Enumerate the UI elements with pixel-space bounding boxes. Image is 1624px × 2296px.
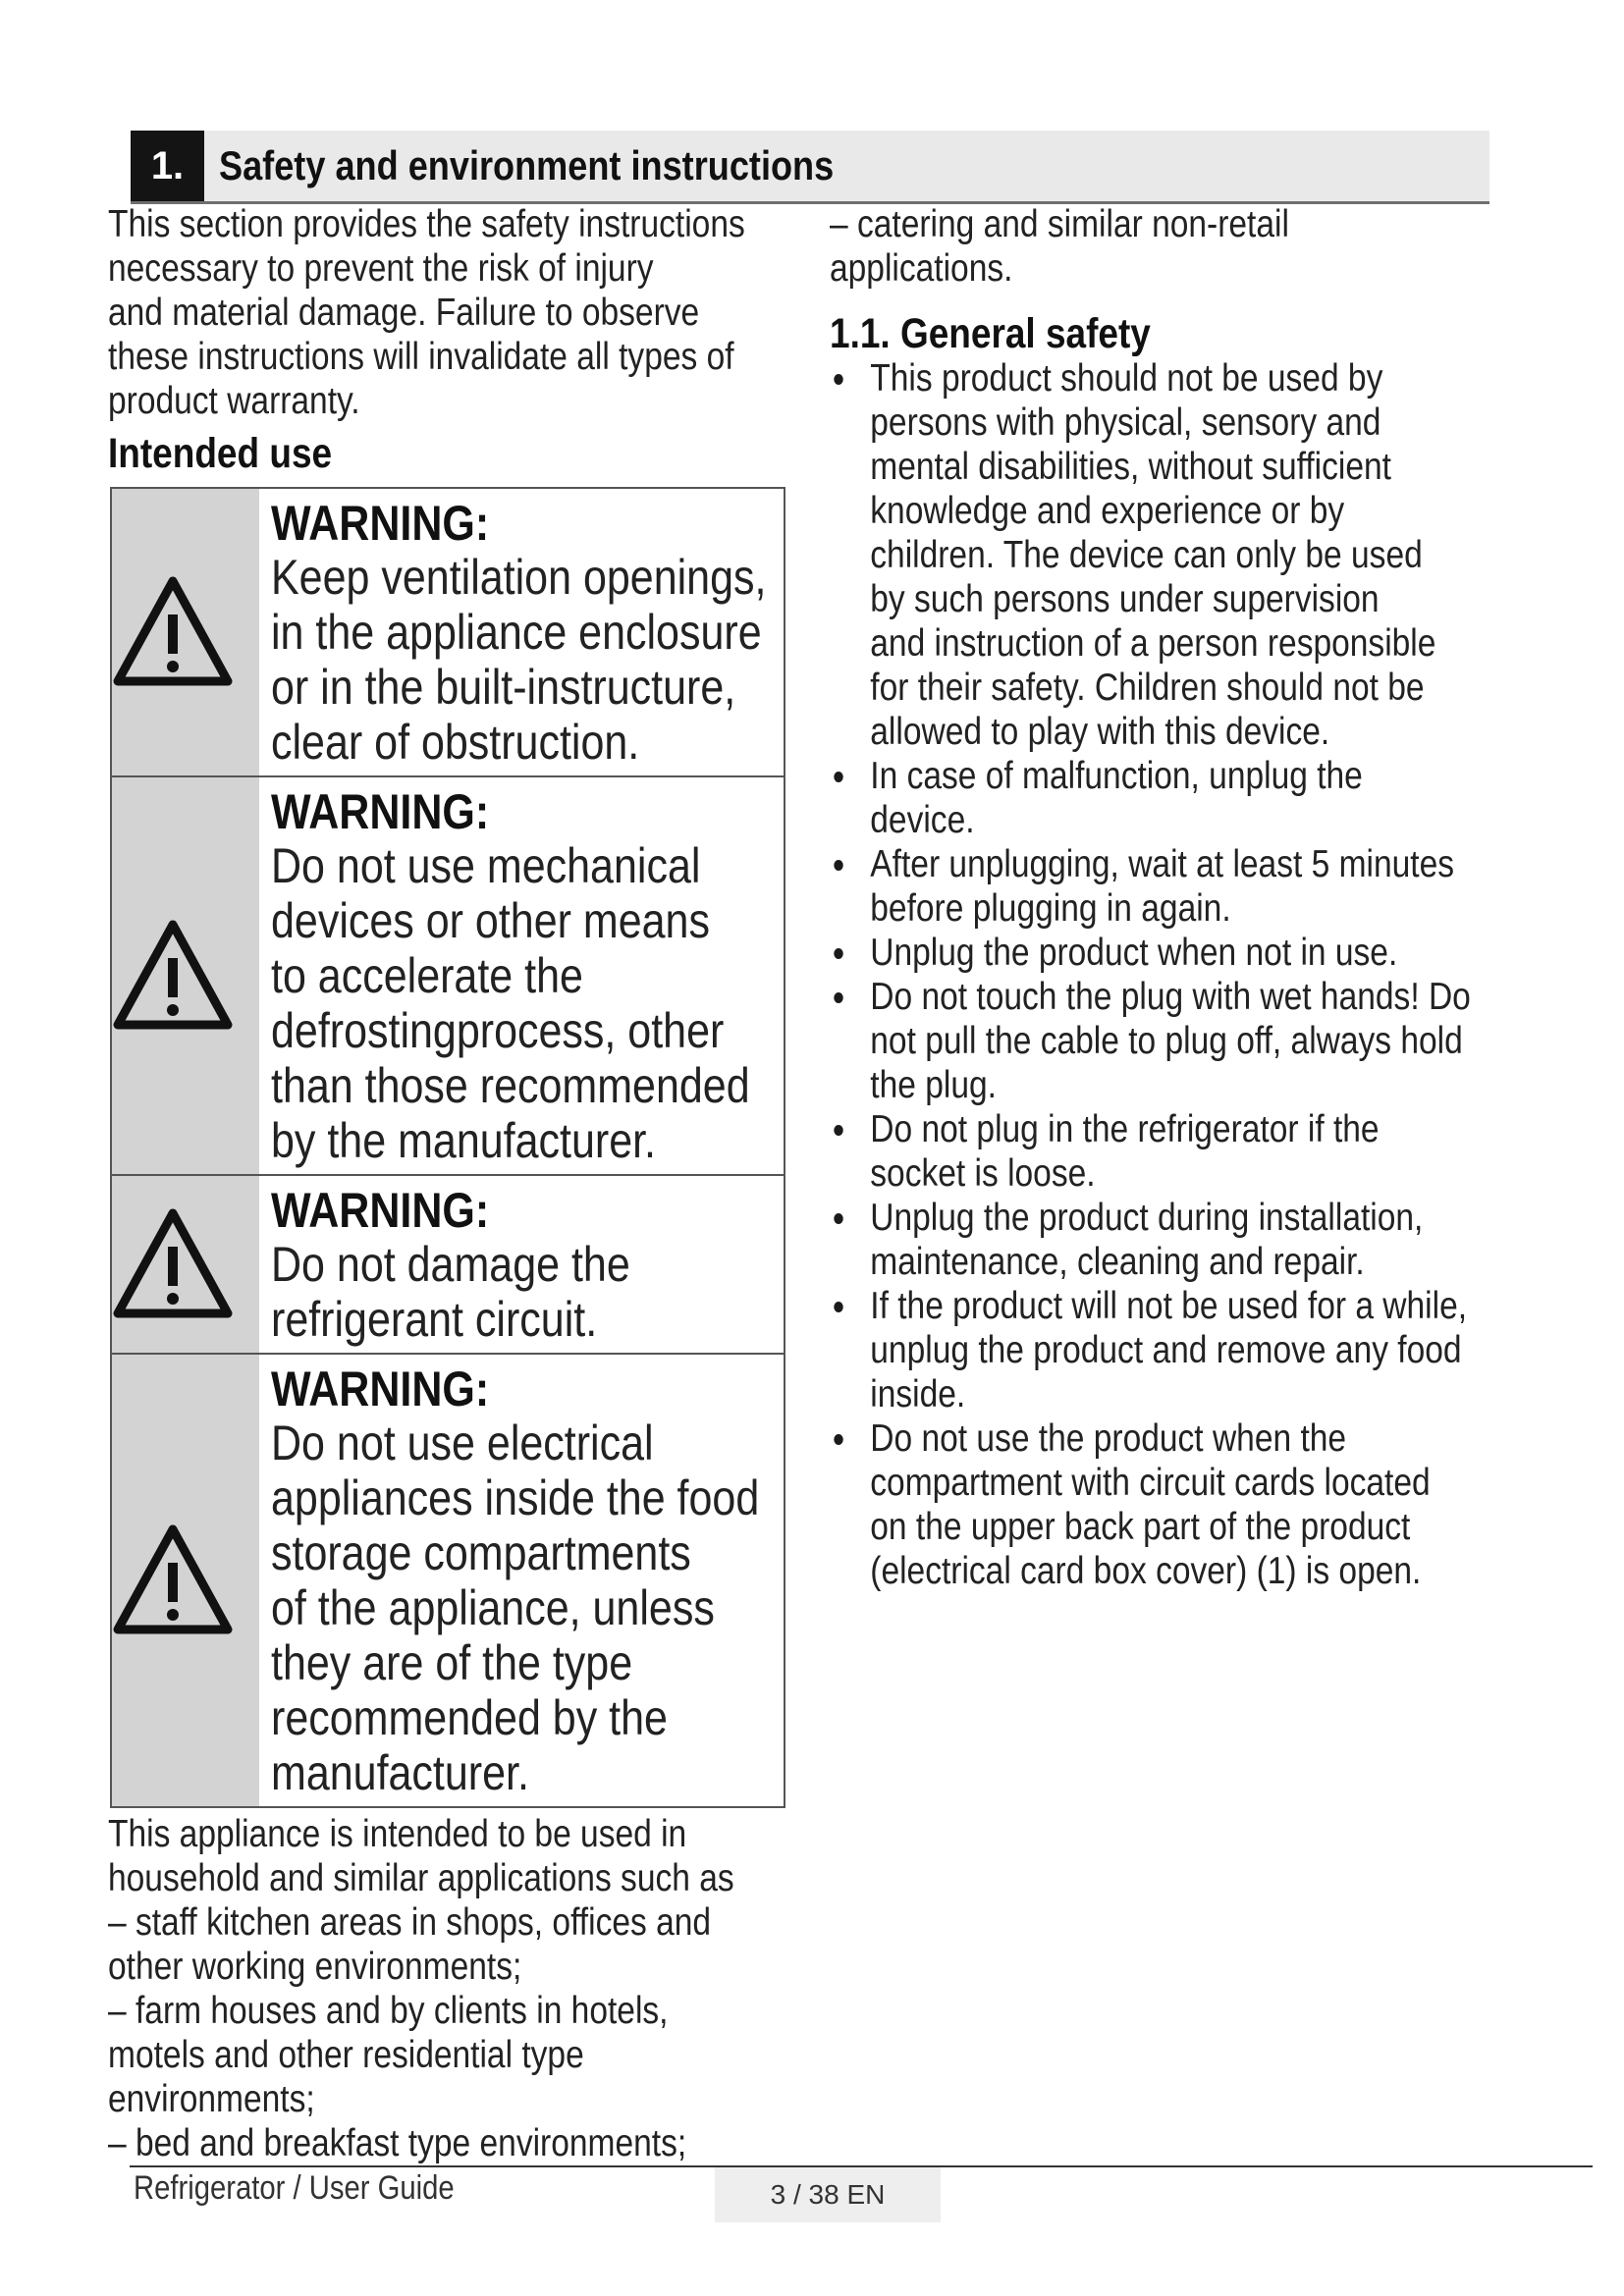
list-item-line: (electrical card box cover) (1) is open. <box>870 1550 1422 1592</box>
footer-document-title: Refrigerator / User Guide <box>134 2169 455 2207</box>
list-item-line: Do not plug in the refrigerator if the <box>870 1108 1380 1150</box>
warning-line: to accelerate the <box>271 948 583 1003</box>
list-item-line: This product should not be used by <box>870 357 1383 400</box>
warning-icon-cell <box>112 777 259 1174</box>
warning-line: refrigerant circuit. <box>271 1292 598 1347</box>
list-item-line: After unplugging, wait at least 5 minutes <box>870 843 1455 885</box>
list-item-line: In case of malfunction, unplug the <box>870 755 1363 797</box>
intro-line: these instructions will invalidate all types of <box>108 336 734 378</box>
warning-table <box>110 487 785 1808</box>
warning-line: they are of the type <box>271 1635 633 1690</box>
list-item-line: Do not use the product when the <box>870 1417 1347 1460</box>
warning-triangle-icon <box>112 1522 234 1639</box>
warning-line: than those recommended <box>271 1058 750 1113</box>
list-item-line: compartment with circuit cards located <box>870 1462 1431 1504</box>
usage-line: This appliance is intended to be used in <box>108 1813 687 1855</box>
left-column <box>108 202 795 423</box>
list-item-line: maintenance, cleaning and repair. <box>870 1241 1365 1283</box>
list-item-line: on the upper back part of the product <box>870 1506 1411 1548</box>
intro-paragraph <box>108 202 745 423</box>
list-item <box>830 1284 1471 1416</box>
warning-line: Do not use mechanical <box>271 838 701 893</box>
warning-line: Do not use electrical <box>271 1415 654 1470</box>
warning-label: WARNING: <box>271 1183 490 1238</box>
list-item-line: If the product will not be used for a while, <box>870 1285 1468 1327</box>
warning-line: appliances inside the food <box>271 1470 760 1525</box>
warning-line: in the appliance enclosure <box>271 605 762 660</box>
warning-line: by the manufacturer. <box>271 1113 656 1168</box>
list-item-line: inside. <box>870 1373 966 1415</box>
list-item <box>830 356 1471 754</box>
list-item-line: by such persons under supervision <box>870 578 1380 620</box>
list-item-line: not pull the cable to plug off, always hold <box>870 1020 1463 1062</box>
intro-line: This section provides the safety instructions <box>108 203 745 245</box>
general-safety-heading: 1.1. General safety <box>830 310 1151 357</box>
list-item <box>830 842 1471 931</box>
warning-line: manufacturer. <box>271 1745 529 1800</box>
list-item <box>830 754 1471 842</box>
list-item <box>830 975 1471 1107</box>
list-item-line: mental disabilities, without sufficient <box>870 446 1391 488</box>
list-item-line: Do not touch the plug with wet hands! Do <box>870 976 1471 1018</box>
general-safety-list <box>830 356 1471 1593</box>
section-number: 1. <box>131 131 204 201</box>
warning-triangle-icon <box>112 917 234 1035</box>
warning-line: clear of obstruction. <box>271 715 640 770</box>
intended-use-heading: Intended use <box>108 430 333 477</box>
warning-text <box>271 1176 712 1353</box>
warning-label: WARNING: <box>271 784 490 839</box>
list-item-line: knowledge and experience or by <box>870 490 1345 532</box>
list-item <box>830 1416 1471 1593</box>
warning-line: Keep ventilation openings, <box>271 550 767 605</box>
list-item-line: the plug. <box>870 1064 997 1106</box>
intro-line: product warranty. <box>108 380 360 422</box>
list-item-line: and instruction of a person responsible <box>870 622 1436 665</box>
usage-paragraph <box>108 1812 734 2165</box>
list-item-line: device. <box>870 799 975 841</box>
footer-page-number: 3 / 38 EN <box>715 2167 941 2222</box>
warning-label: WARNING: <box>271 496 490 551</box>
warning-line: defrostingprocess, other <box>271 1003 725 1058</box>
warning-row <box>112 489 784 777</box>
list-item-line: Unplug the product during installation, <box>870 1197 1424 1239</box>
warning-row <box>112 1355 784 1808</box>
warning-text <box>271 1355 760 1806</box>
list-item <box>830 1196 1471 1284</box>
warning-text <box>271 777 750 1174</box>
warning-line: devices or other means <box>271 893 710 948</box>
list-item-line: children. The device can only be used <box>870 534 1423 576</box>
warning-line: recommended by the <box>271 1690 668 1745</box>
list-item <box>830 1107 1471 1196</box>
usage-line: – staff kitchen areas in shops, offices and <box>108 1901 712 1944</box>
right-column <box>830 202 1556 291</box>
usage-line: household and similar applications such as <box>108 1857 734 1899</box>
warning-label: WARNING: <box>271 1362 490 1416</box>
list-item-line: persons with physical, sensory and <box>870 401 1381 444</box>
intro-line: necessary to prevent the risk of injury <box>108 247 654 290</box>
usage-line: other working environments; <box>108 1946 522 1988</box>
right-intro-line: applications. <box>830 247 1013 290</box>
intro-line: and material damage. Failure to observe <box>108 292 700 334</box>
warning-triangle-icon <box>112 1205 234 1323</box>
warning-line: or in the built-instructure, <box>271 660 736 715</box>
warning-icon-cell <box>112 1176 259 1353</box>
list-item <box>830 931 1471 975</box>
right-intro-line: – catering and similar non-retail <box>830 203 1289 245</box>
section-header <box>131 131 1489 204</box>
warning-triangle-icon <box>112 573 234 691</box>
warning-line: storage compartments <box>271 1525 691 1580</box>
usage-line: motels and other residential type <box>108 2034 584 2076</box>
warning-row <box>112 1176 784 1355</box>
list-item-line: for their safety. Children should not be <box>870 667 1425 709</box>
right-intro-paragraph <box>830 202 1454 291</box>
section-title: Safety and environment instructions <box>219 142 835 188</box>
list-item-line: Unplug the product when not in use. <box>870 932 1398 974</box>
usage-line: – farm houses and by clients in hotels, <box>108 1990 669 2032</box>
list-item-line: allowed to play with this device. <box>870 711 1330 753</box>
usage-line: – bed and breakfast type environments; <box>108 2122 687 2164</box>
warning-row <box>112 777 784 1176</box>
list-item-line: socket is loose. <box>870 1152 1096 1195</box>
warning-icon-cell <box>112 489 259 775</box>
usage-line: environments; <box>108 2078 315 2120</box>
warning-line: of the appliance, unless <box>271 1580 715 1635</box>
list-item-line: before plugging in again. <box>870 887 1231 930</box>
warning-line: Do not damage the <box>271 1237 630 1292</box>
list-item-line: unplug the product and remove any food <box>870 1329 1462 1371</box>
warning-icon-cell <box>112 1355 259 1806</box>
warning-text <box>271 489 767 775</box>
